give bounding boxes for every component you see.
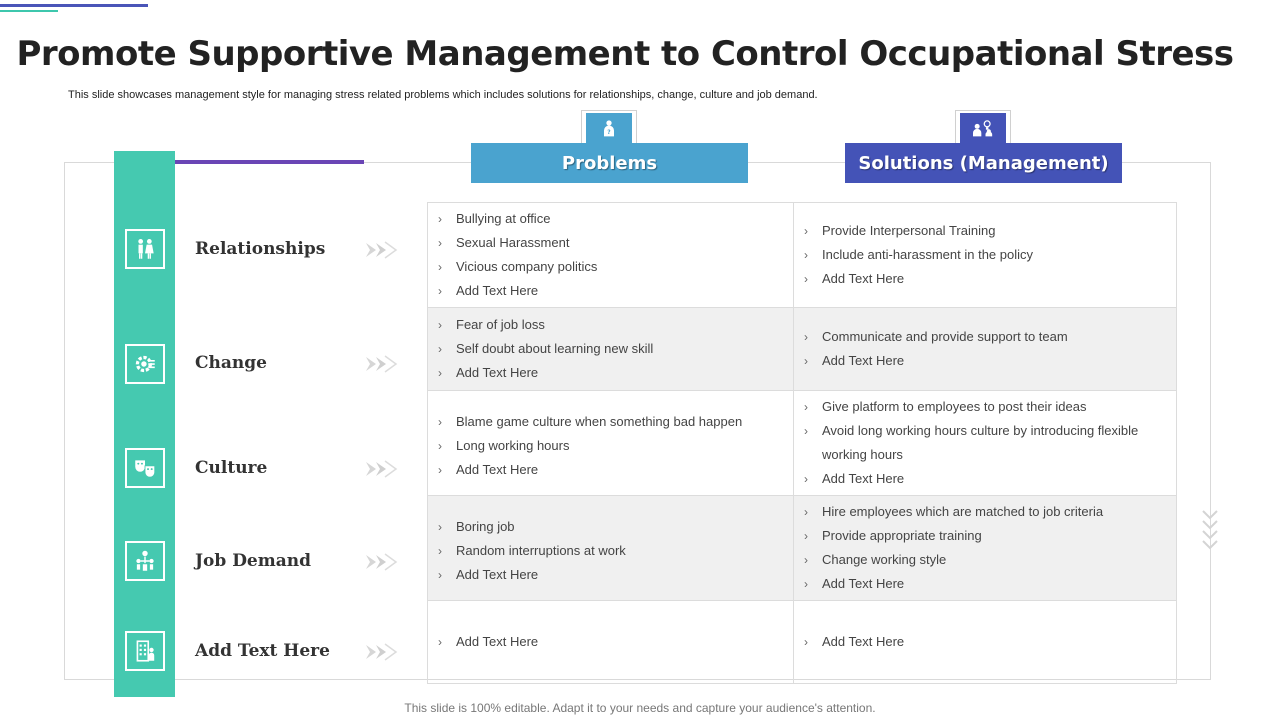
chevron-right-icon: › bbox=[438, 284, 442, 298]
problems-solutions-table bbox=[427, 202, 1177, 684]
chevron-right-icon: › bbox=[438, 568, 442, 582]
list-item: › Add Text Here bbox=[804, 572, 1166, 596]
table-row bbox=[428, 203, 1176, 308]
top-accent-line-teal bbox=[0, 10, 58, 12]
chevron-right-icon: › bbox=[438, 366, 442, 380]
list-item: › Add Text Here bbox=[438, 563, 783, 587]
list-item: › Add Text Here bbox=[438, 361, 783, 385]
list-item: › Hire employees which are matched to job criteria bbox=[804, 500, 1166, 524]
list-item: › Add Text Here bbox=[804, 467, 1166, 491]
row-label-change: Change bbox=[195, 353, 267, 373]
list-item: › Boring job bbox=[438, 515, 783, 539]
chevron-right-icon: › bbox=[804, 577, 808, 591]
chevron-right-icon: › bbox=[804, 224, 808, 238]
chevron-right-icon: › bbox=[804, 529, 808, 543]
problems-cell bbox=[428, 308, 794, 390]
chevron-right-icon: › bbox=[438, 260, 442, 274]
solutions-cell bbox=[794, 203, 1176, 307]
chevron-right-icon: › bbox=[438, 212, 442, 226]
slide-title: Promote Supportive Management to Control Occupational Stress bbox=[16, 34, 1234, 74]
building-icon bbox=[125, 631, 165, 671]
chevron-right-icon: › bbox=[804, 248, 808, 262]
list-item: › Add Text Here bbox=[438, 458, 783, 482]
problems-icon-tab bbox=[581, 110, 637, 144]
svg-text:?: ? bbox=[607, 129, 611, 136]
problems-cell bbox=[428, 203, 794, 307]
chevron-right-icon: › bbox=[438, 415, 442, 429]
problems-header: Problems bbox=[471, 143, 748, 183]
chevron-right-icon: › bbox=[438, 342, 442, 356]
arrow-right-icon bbox=[364, 239, 398, 261]
chevron-right-icon: › bbox=[438, 236, 442, 250]
row-label-relationships: Relationships bbox=[195, 239, 326, 259]
row-label-culture: Culture bbox=[195, 458, 268, 478]
arrow-right-icon bbox=[364, 641, 398, 663]
list-item: › Add Text Here bbox=[804, 349, 1166, 373]
list-item: › Sexual Harassment bbox=[438, 231, 783, 255]
chevron-right-icon: › bbox=[438, 463, 442, 477]
slide-subtitle: This slide showcases management style for managing stress related problems which includes solutions for relationships, change, culture and job demand. bbox=[68, 89, 818, 101]
chevron-right-icon: › bbox=[804, 272, 808, 286]
chevron-right-icon: › bbox=[438, 318, 442, 332]
frame-purple-accent bbox=[174, 160, 364, 164]
chevron-right-icon: › bbox=[438, 544, 442, 558]
top-accent-line bbox=[0, 4, 148, 7]
row-label-job-demand: Job Demand bbox=[195, 551, 311, 571]
chevron-right-icon: › bbox=[804, 424, 808, 438]
row-label-add-text: Add Text Here bbox=[195, 641, 330, 661]
chevron-down-icon bbox=[1200, 508, 1220, 554]
footer-note: This slide is 100% editable. Adapt it to your needs and capture your audience's attention. bbox=[404, 701, 876, 715]
list-item: › Add Text Here bbox=[804, 267, 1166, 291]
table-row bbox=[428, 601, 1176, 683]
table-row bbox=[428, 496, 1176, 601]
chevron-right-icon: › bbox=[804, 472, 808, 486]
idea-people-icon bbox=[960, 113, 1006, 143]
list-item: › Random interruptions at work bbox=[438, 539, 783, 563]
list-item: › Avoid long working hours culture by introducing flexible bbox=[804, 419, 1166, 443]
arrow-right-icon bbox=[364, 551, 398, 573]
list-item: › Give platform to employees to post their ideas bbox=[804, 395, 1166, 419]
list-item: › Change working style bbox=[804, 548, 1166, 572]
chevron-right-icon: › bbox=[804, 553, 808, 567]
table-row bbox=[428, 308, 1176, 391]
list-item: › Add Text Here bbox=[804, 630, 1166, 654]
list-item: › Add Text Here bbox=[438, 630, 783, 654]
table-row bbox=[428, 391, 1176, 496]
problems-cell bbox=[428, 496, 794, 600]
person-question-icon bbox=[586, 113, 632, 143]
list-item: › Blame game culture when something bad happen bbox=[438, 410, 783, 434]
chevron-right-icon: › bbox=[438, 439, 442, 453]
couple-icon bbox=[125, 229, 165, 269]
people-network-icon bbox=[125, 541, 165, 581]
list-item: › Provide appropriate training bbox=[804, 524, 1166, 548]
chevron-right-icon: › bbox=[804, 505, 808, 519]
problems-cell bbox=[428, 601, 794, 683]
chevron-right-icon: › bbox=[804, 330, 808, 344]
gear-arrows-icon bbox=[125, 344, 165, 384]
solutions-icon-tab bbox=[955, 110, 1011, 144]
solutions-header: Solutions (Management) bbox=[845, 143, 1122, 183]
list-item: › Provide Interpersonal Training bbox=[804, 219, 1166, 243]
list-item: › Add Text Here bbox=[438, 279, 783, 303]
arrow-right-icon bbox=[364, 458, 398, 480]
solutions-cell bbox=[794, 308, 1176, 390]
list-item: › Communicate and provide support to team bbox=[804, 325, 1166, 349]
list-item: › Fear of job loss bbox=[438, 313, 783, 337]
solutions-cell bbox=[794, 601, 1176, 683]
solutions-cell bbox=[794, 496, 1176, 600]
solutions-cell bbox=[794, 391, 1176, 495]
list-item: › Vicious company politics bbox=[438, 255, 783, 279]
list-item: › Include anti-harassment in the policy bbox=[804, 243, 1166, 267]
chevron-right-icon: › bbox=[438, 520, 442, 534]
arrow-right-icon bbox=[364, 353, 398, 375]
chevron-right-icon: › bbox=[804, 400, 808, 414]
problems-cell bbox=[428, 391, 794, 495]
theater-masks-icon bbox=[125, 448, 165, 488]
chevron-right-icon: › bbox=[804, 354, 808, 368]
list-item: › Long working hours bbox=[438, 434, 783, 458]
list-item: › Self doubt about learning new skill bbox=[438, 337, 783, 361]
chevron-right-icon: › bbox=[804, 635, 808, 649]
chevron-right-icon: › bbox=[438, 635, 442, 649]
list-item: › Bullying at office bbox=[438, 207, 783, 231]
list-item: working hours bbox=[822, 447, 903, 462]
